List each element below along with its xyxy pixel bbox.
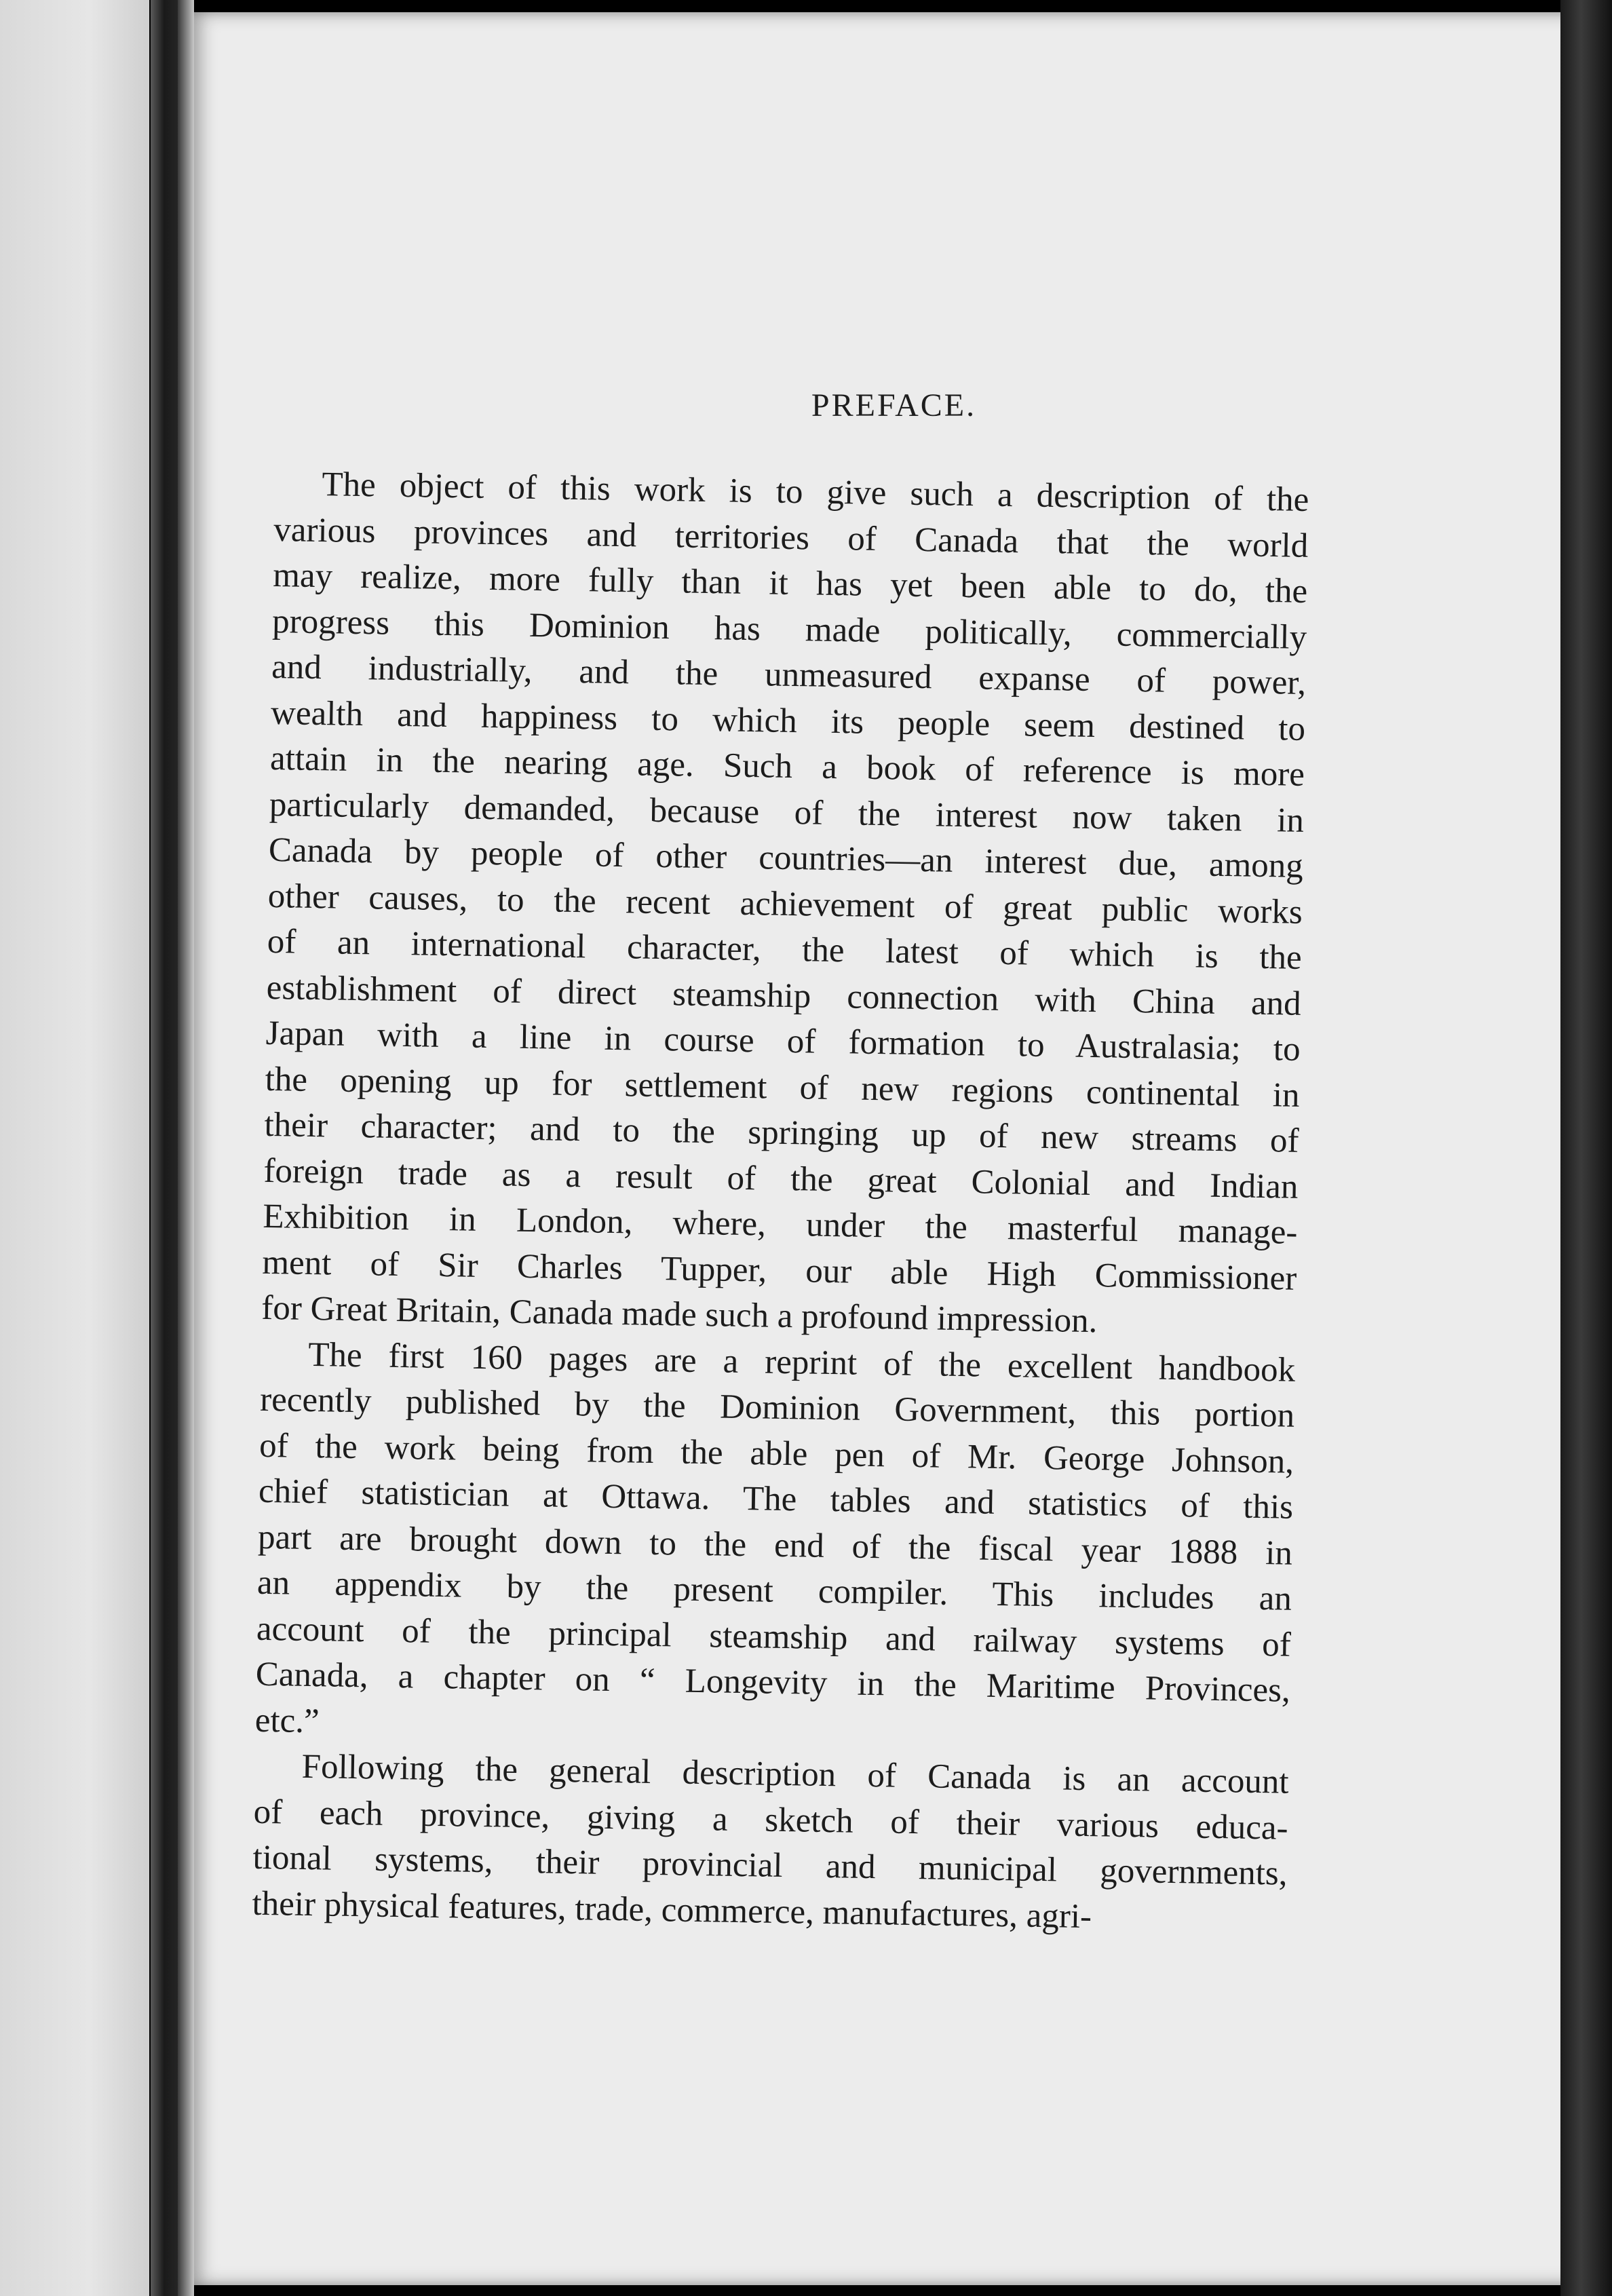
text-line: establishment of direct steamship connection with China and [266,968,1302,1023]
text-line: of each province, giving a sketch of their various educa- [253,1793,1288,1848]
text-line: The first 160 pages are a reprint of the excellent handbook [307,1335,1296,1390]
text-line: etc.” [254,1701,320,1740]
text-line: their character; and to the springing up of new streams of [264,1105,1299,1160]
text-line: tional systems, their provincial and municipal governments, [252,1838,1288,1893]
text-line: their physical features, trade, commerce, manufactures, agri- [252,1884,1092,1936]
text-line: of an international character, the latest of which is the [267,922,1303,977]
text-line: Japan with a line in course of formation to Australasia; to [265,1014,1301,1069]
text-line: particularly demanded, because of the interest now taken in [269,785,1305,840]
text-line: progress this Dominion has made politically, commercially [271,602,1307,657]
paragraph-2 [254,1331,1295,1759]
text-line: The object of this work is to give such a description of the [322,465,1309,519]
text-line: various provinces and territories of Canada that the world [273,510,1309,565]
text-line: may realize, more fully than it has yet been able to do, the [272,556,1308,611]
left-page-edge [0,0,149,2296]
right-cover-edge [1560,0,1612,2296]
text-line: Canada by people of other countries—an interest due, among [268,830,1304,885]
text-line: recently published by the Dominion Government, this portion [259,1380,1295,1435]
preface-body [252,461,1309,1943]
text-line: account of the principal steamship and railway systems of [256,1609,1292,1664]
binding-gutter [178,0,194,2296]
text-line: wealth and happiness to which its people seem destined to [270,693,1306,748]
paragraph-1 [261,461,1309,1347]
text-line: part are brought down to the end of the fiscal year 1888 in [257,1518,1293,1573]
paragraph-3 [252,1744,1289,1943]
page-title: PREFACE. [811,387,977,423]
text-line: an appendix by the present compiler. This includes an [256,1563,1292,1618]
text-line: ment of Sir Charles Tupper, our able High Commissioner [262,1243,1297,1298]
text-line: chief statistician at Ottawa. The tables and statistics of this [258,1472,1294,1527]
text-line: foreign trade as a result of the great Colonial and Indian [263,1151,1299,1206]
text-line: Exhibition in London, where, under the masterful manage- [263,1197,1298,1252]
text-line: Following the general description of Canada is an account [301,1747,1290,1801]
text-line: the opening up for settlement of new regions continental in [265,1060,1300,1115]
text-line: and industrially, and the unmeasured expanse of power, [271,647,1307,702]
text-line: of the work being from the able pen of Mr. George Johnson, [258,1426,1294,1481]
text-line: attain in the nearing age. Such a book of reference is more [269,739,1305,794]
text-line: for Great Britain, Canada made such a profound impression. [261,1288,1098,1341]
text-line: other causes, to the recent achievement of great public works [267,877,1303,932]
text-line: Canada, a chapter on “ Longevity in the Maritime Provinces, [255,1655,1291,1710]
